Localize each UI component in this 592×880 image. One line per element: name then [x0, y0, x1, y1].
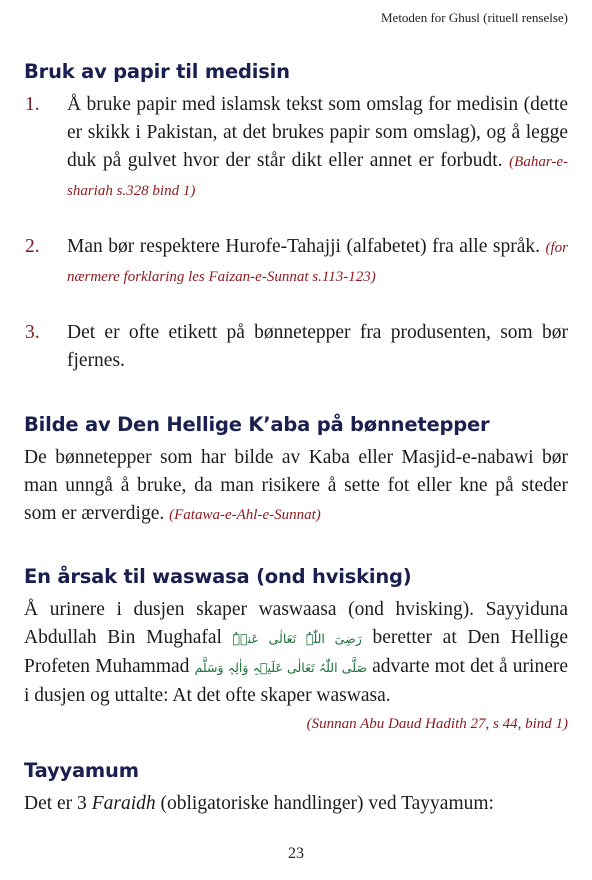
section-heading: Tayyamum [24, 759, 139, 782]
item-text: Det er ofte etikett på bønnetepper fra produsenten, som bør fjernes. [67, 322, 568, 371]
item-number: 2. [25, 236, 40, 257]
page-number: 23 [288, 845, 304, 862]
reference: (for nærmere forklaring les Faizan-e-Sunnat s.113-123) [67, 240, 569, 285]
italic-term: Faraidh [91, 793, 156, 814]
reference: (Bahar-e-shariah s.328 bind 1) [67, 154, 568, 199]
section-tayyamum [24, 759, 568, 818]
list-item [24, 233, 568, 291]
item-text: Man bør respektere Hurofe-Tahajji (alfabetet) fra alle språk. [67, 236, 540, 257]
arabic-salutation: صَلَّی اللّٰہُ تَعَالٰی عَلَیۡہِ وَاٰلِہٖ وَسَلَّم [194, 660, 367, 675]
paragraph-text: Å urinere i dusjen skaper waswaasa (ond hvisking). Sayyiduna Abdullah Bin Mughafal [24, 599, 568, 648]
arabic-honorific: رَضِیَ اللّٰہُ تَعَالٰی عَنۡہُ [232, 631, 362, 646]
paragraph-text: Det er 3 [24, 793, 87, 814]
reference: (Sunnan Abu Daud Hadith 27, s 44, bind 1) [306, 716, 568, 732]
page-content [24, 60, 568, 818]
item-text: Å bruke papir med islamsk tekst som omslag for medisin (dette er skikk i Pakistan, at det brukes papir som omslag), og å legge duk på gulvet hvor der står dikt eller annet er forbudt. [67, 94, 568, 171]
list-item [24, 319, 568, 375]
paragraph-text: advarte mot det å urinere i dusjen og uttalte: At det ofte skaper waswasa. [24, 656, 569, 706]
paragraph-text: (obligatoriske handlinger) ved Tayyamum: [160, 793, 494, 814]
item-number: 3. [25, 322, 40, 343]
paragraph-text: beretter at Den Hellige Profeten Muhammad [24, 627, 568, 677]
paragraph [24, 596, 568, 710]
reference: (Fatawa-e-Ahl-e-Sunnat) [169, 507, 321, 523]
list-item [24, 91, 568, 205]
paragraph [24, 790, 568, 818]
section-waswasa [24, 565, 568, 733]
running-head: Metoden for Ghusl (rituell renselse) [380, 10, 568, 25]
paragraph [24, 444, 568, 529]
section-heading: Bruk av papir til medisin [24, 60, 290, 83]
item-number: 1. [25, 94, 40, 115]
section-kaba-prayer-mats [24, 413, 568, 529]
section-heading: En årsak til waswasa (ond hvisking) [24, 565, 412, 588]
section-heading: Bilde av Den Hellige K’aba på bønnetepper [24, 413, 490, 436]
paragraph-text: De bønnetepper som har bilde av Kaba eller Masjid-e-nabawi bør man unngå å bruke, da man risikere å sette fot eller kne på steder som er ærverdige. [24, 447, 568, 524]
section-paper-medicine [24, 60, 568, 375]
numbered-list [24, 91, 568, 375]
